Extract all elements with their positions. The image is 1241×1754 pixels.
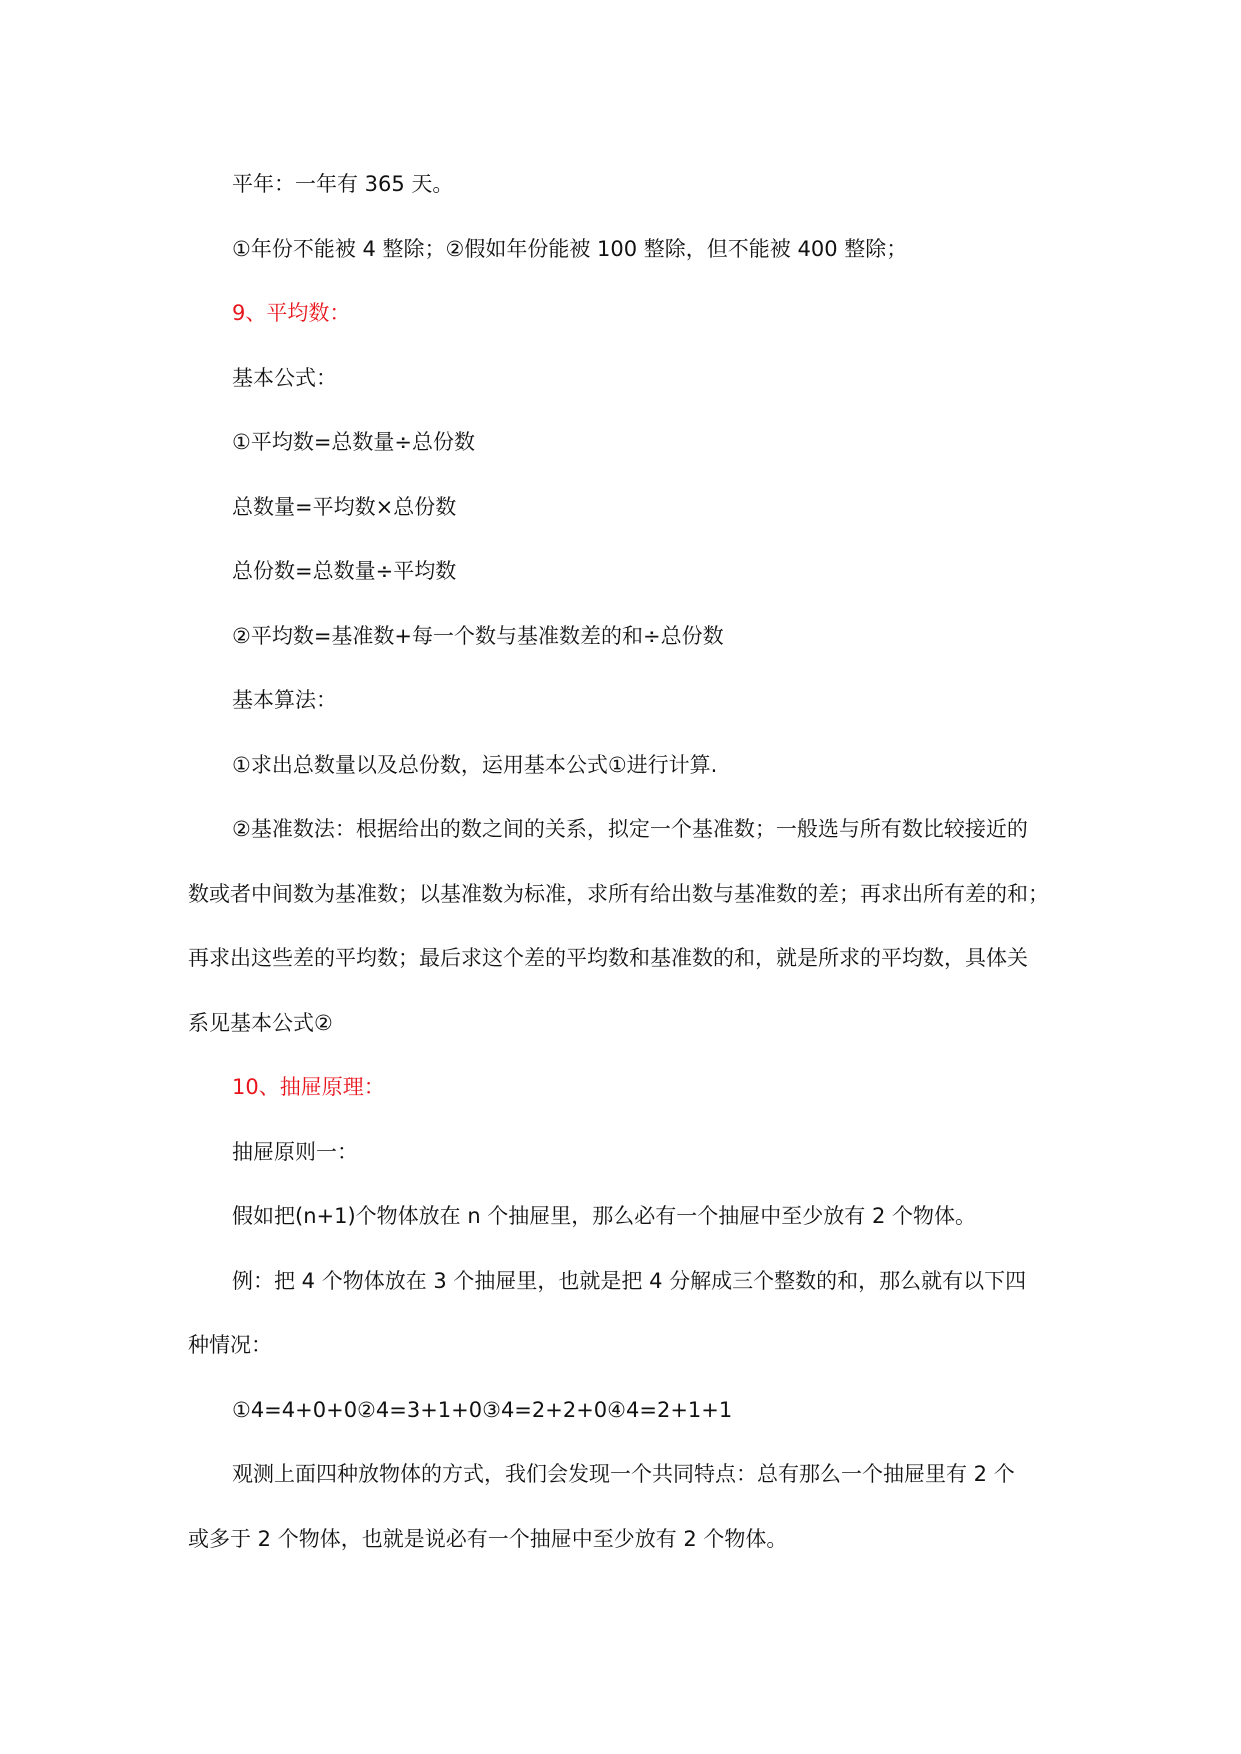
leap-year-rules-text: ①年份不能被 4 整除；②假如年份能被 100 整除，但不能被 400 整除； <box>232 237 908 261</box>
basic-method-label: 基本算法： <box>232 688 337 712</box>
formula-total-quantity: 总数量=平均数×总份数 <box>232 495 457 519</box>
formula-total-parts: 总份数=总数量÷平均数 <box>232 559 457 583</box>
pigeonhole-rule-one-label: 抽屉原则一： <box>232 1140 358 1164</box>
observation-text-line2: 或多于 2 个物体，也就是说必有一个抽屉中至少放有 2 个物体。 <box>188 1527 788 1551</box>
method-two-text-line1: ②基准数法：根据给出的数之间的关系，拟定一个基准数；一般选与所有数比较接近的 <box>232 817 1028 841</box>
observation-text-line1: 观测上面四种放物体的方式，我们会发现一个共同特点：总有那么一个抽屉里有 2 个 <box>232 1462 1015 1486</box>
basic-formula-label: 基本公式： <box>232 366 337 390</box>
section-heading-pigeonhole: 10、抽屉原理： <box>232 1075 385 1099</box>
formula-baseline-average: ②平均数=基准数+每一个数与基准数差的和÷总份数 <box>232 624 724 648</box>
partition-cases-text: ①4=4+0+0②4=3+1+0③4=2+2+0④4=2+1+1 <box>232 1398 733 1422</box>
example-text-line1: 例：把 4 个物体放在 3 个抽屉里，也就是把 4 分解成三个整数的和，那么就有以下四 <box>232 1269 1027 1293</box>
section-heading-average: 9、平均数： <box>232 301 351 325</box>
method-two-text-line3: 再求出这些差的平均数；最后求这个差的平均数和基准数的和，就是所求的平均数，具体关 <box>188 946 1028 970</box>
method-one-text: ①求出总数量以及总份数，运用基本公式①进行计算. <box>232 753 718 777</box>
example-text-line2: 种情况： <box>188 1333 272 1357</box>
formula-average: ①平均数=总数量÷总份数 <box>232 430 476 454</box>
method-two-text-line2: 数或者中间数为基准数；以基准数为标准，求所有给出数与基准数的差；再求出所有差的和； <box>188 882 1049 906</box>
method-two-text-line4: 系见基本公式② <box>188 1011 333 1035</box>
leap-year-common-year-text: 平年：一年有 365 天。 <box>232 172 454 196</box>
pigeonhole-rule-one-text: 假如把(n+1)个物体放在 n 个抽屉里，那么必有一个抽屉中至少放有 2 个物体。 <box>232 1204 977 1228</box>
